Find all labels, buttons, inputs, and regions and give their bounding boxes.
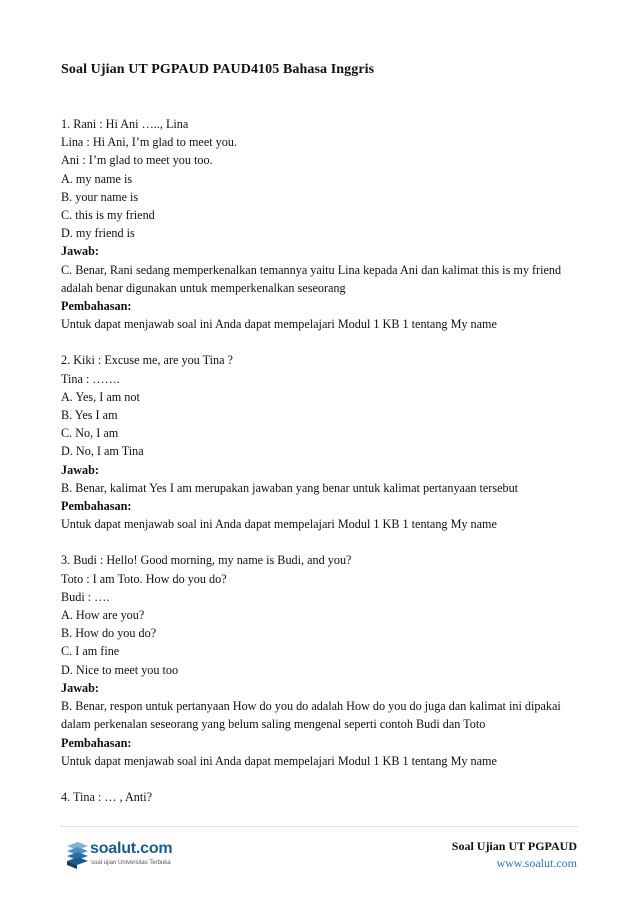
pembahasan-label: Pembahasan: — [61, 735, 132, 750]
jawab-label: Jawab: — [61, 462, 99, 477]
soalut-logo — [64, 836, 214, 874]
question-line: 2. Kiki : Excuse me, are you Tina ? — [61, 353, 233, 368]
logo-tagline: soal ujian Universitas Terbuka — [91, 860, 171, 866]
document-title: Soal Ujian UT PGPAUD PAUD4105 Bahasa Inggris — [61, 62, 375, 77]
footer-credit — [452, 838, 577, 872]
question-line: Toto : I am Toto. How do you do? — [61, 571, 227, 586]
question-4-line: 4. Tina : … , Anti? — [61, 789, 153, 804]
pembahasan-label: Pembahasan: — [61, 499, 132, 514]
answer-option: B. your name is — [61, 189, 139, 204]
answer-option: C. this is my friend — [61, 208, 155, 223]
answer-option: A. my name is — [61, 171, 133, 186]
footer-url-link[interactable]: www.soalut.com — [496, 856, 577, 870]
question-line: Lina : Hi Ani, I’m glad to meet you. — [61, 135, 238, 150]
logo-wordmark: soalut.com — [90, 840, 173, 857]
answer-option: C. No, I am — [61, 426, 119, 441]
question-line: 3. Budi : Hello! Good morning, my name is Budi, and you? — [61, 553, 352, 568]
footer-site-name: Soal Ujian UT PGPAUD — [451, 839, 577, 853]
answer-option: D. my friend is — [61, 226, 135, 241]
answer-option: B. Yes I am — [61, 408, 118, 423]
pembahasan-label: Pembahasan: — [61, 299, 132, 314]
question-1 — [61, 115, 581, 333]
question-line: Budi : …. — [61, 589, 110, 604]
answer-option: D. No, I am Tina — [61, 444, 144, 459]
pembahasan-text: Untuk dapat menjawab soal ini Anda dapat mempelajari Modul 1 KB 1 tentang My name — [61, 317, 497, 332]
jawab-text: C. Benar, Rani sedang memperkenalkan temannya yaitu Lina kepada Ani dan kalimat this is my friend adalah benar digunakan untuk memperkenalkan seseorang — [61, 262, 562, 295]
book-stack-icon — [64, 838, 90, 872]
jawab-label: Jawab: — [61, 244, 99, 259]
question-list — [61, 115, 581, 806]
answer-option: C. I am fine — [61, 644, 120, 659]
answer-option: D. Nice to meet you too — [61, 662, 179, 677]
question-line: Ani : I’m glad to meet you too. — [61, 153, 213, 168]
footer-divider — [61, 826, 577, 827]
pembahasan-text: Untuk dapat menjawab soal ini Anda dapat mempelajari Modul 1 KB 1 tentang My name — [61, 517, 497, 532]
question-2 — [61, 351, 581, 533]
jawab-text: B. Benar, kalimat Yes I am merupakan jawaban yang benar untuk kalimat pertanyaan tersebut — [61, 480, 519, 495]
answer-option: A. Yes, I am not — [61, 389, 140, 404]
jawab-text: B. Benar, respon untuk pertanyaan How do you do adalah How do you do juga dan kalimat ini dipakai dalam perkenalan seseorang yang belum saling mengenal seperti contoh Budi dan Toto — [61, 699, 561, 732]
question-line: Tina : ……. — [61, 371, 120, 386]
jawab-label: Jawab: — [61, 680, 99, 695]
answer-option: B. How do you do? — [61, 626, 157, 641]
answer-option: A. How are you? — [61, 608, 145, 623]
question-line: 1. Rani : Hi Ani ….., Lina — [61, 117, 189, 131]
question-3 — [61, 551, 581, 769]
pembahasan-text: Untuk dapat menjawab soal ini Anda dapat mempelajari Modul 1 KB 1 tentang My name — [61, 753, 497, 768]
